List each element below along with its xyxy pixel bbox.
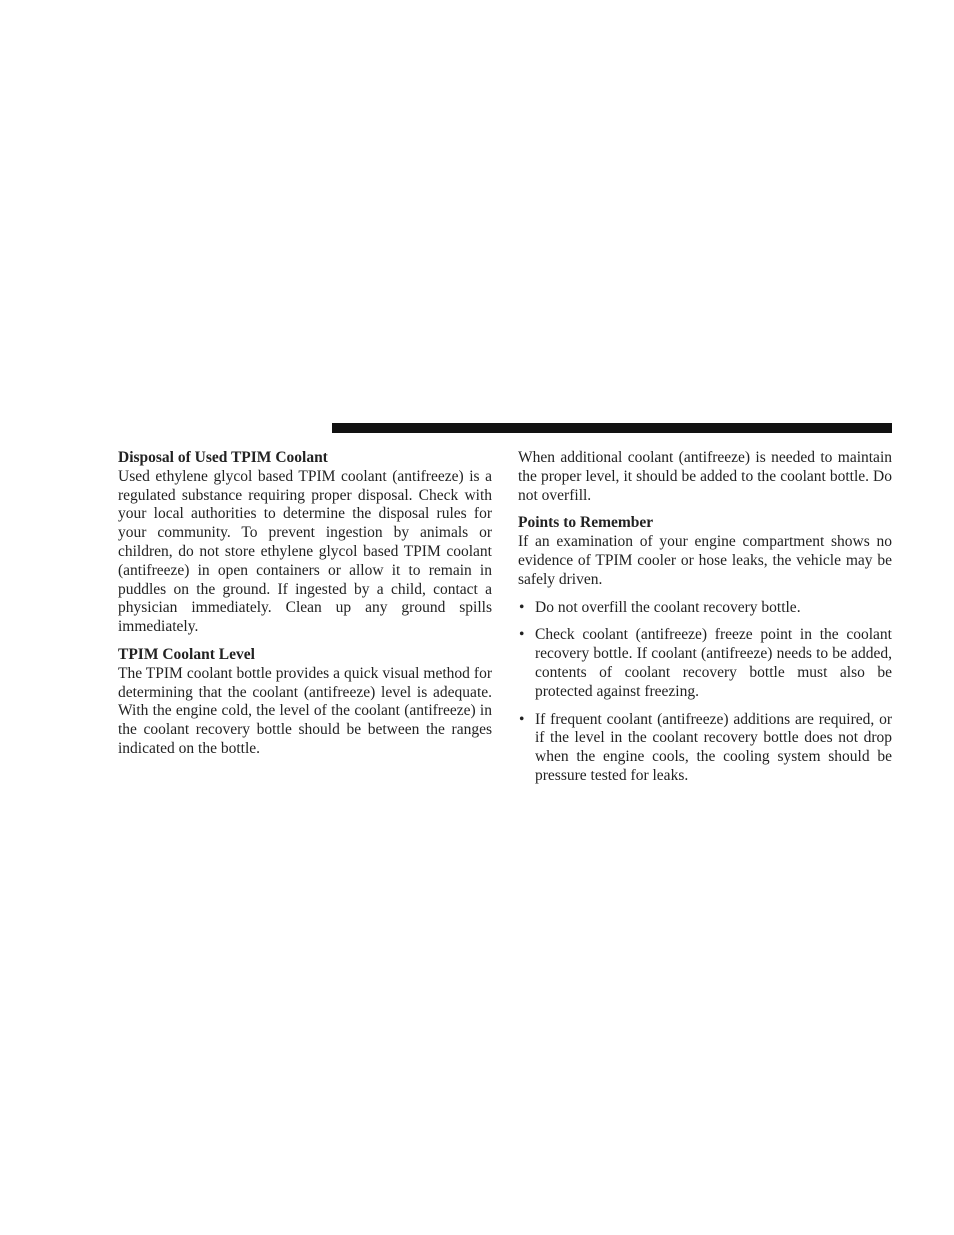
points-to-remember-heading: Points to Remember <box>518 514 654 532</box>
coolant-level-heading: TPIM Coolant Level <box>118 645 255 663</box>
disposal-paragraph: Used ethylene glycol based TPIM coolant (antifreeze) is a regulated substance requiring proper disposal. Check with your local authorities to determine the disposal rules for your community. To prevent ingestion by animals or children, do not store ethylene glycol based TPIM coolant (antifreeze) in open containers or allow it to remain in puddles on the ground. If ingested by a child, contact a physician immediately. Clean up any ground spills immediately. <box>118 467 492 636</box>
list-item-text: Do not overfill the coolant recovery bottle. <box>535 598 801 616</box>
right-column <box>518 449 892 795</box>
section-header-rule <box>332 423 892 433</box>
list-item-text: If frequent coolant (antifreeze) additions are required, or if the level in the coolant recovery bottle does not drop when the engine cools, the cooling system should be pressure tested for leaks. <box>535 710 892 784</box>
bullet-icon: • <box>519 710 525 728</box>
disposal-heading: Disposal of Used TPIM Coolant <box>118 449 328 466</box>
points-to-remember-paragraph: If an examination of your engine compartment shows no evidence of TPIM cooler or hose leaks, the vehicle may be safely driven. <box>518 533 892 588</box>
list-item-text: Check coolant (antifreeze) freeze point in the coolant recovery bottle. If coolant (antifreeze) needs to be added, contents of coolant recovery bottle must also be protected against freezing. <box>535 626 892 700</box>
bullet-icon: • <box>519 598 525 616</box>
points-list <box>518 599 892 786</box>
bullet-icon: • <box>519 626 525 644</box>
additional-coolant-paragraph: When additional coolant (antifreeze) is needed to maintain the proper level, it should be added to the coolant bottle. Do not overfill. <box>518 449 892 504</box>
list-item <box>518 599 892 618</box>
list-item <box>518 626 892 701</box>
coolant-level-paragraph: The TPIM coolant bottle provides a quick visual method for determining that the coolant (antifreeze) level is adequate. With the engine cold, the level of the coolant (antifreeze) in the coolant recovery bottle should be between the ranges indicated on the bottle. <box>118 664 492 757</box>
list-item <box>518 711 892 786</box>
left-column <box>118 449 492 768</box>
